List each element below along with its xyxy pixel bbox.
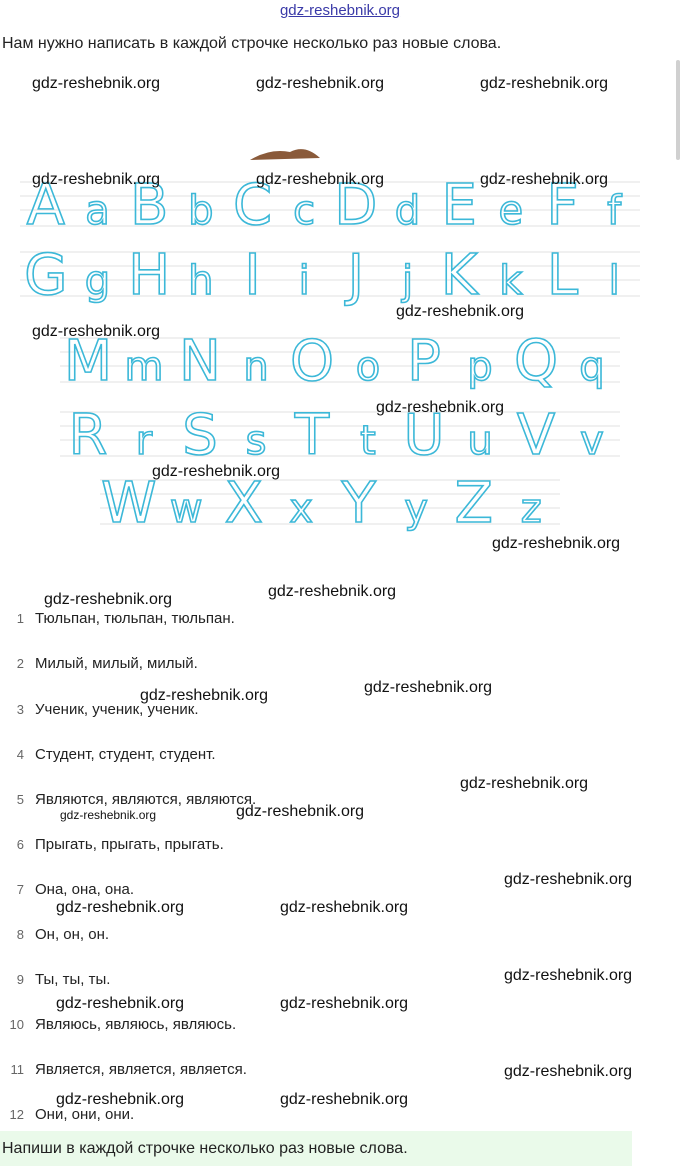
exercise-text: Они, они, они.: [35, 1105, 135, 1123]
watermark: gdz-reshebnik.org: [280, 1091, 409, 1108]
exercise-item: [0, 1057, 247, 1081]
watermark: gdz-reshebnik.org: [460, 775, 589, 792]
exercise-number: 1: [16, 610, 24, 626]
task-banner: Напиши в каждой строчке несколько раз новые слова.: [0, 1131, 632, 1166]
watermark: gdz-reshebnik.org: [32, 171, 161, 188]
exercise-number: 12: [9, 1106, 24, 1122]
watermark: gdz-reshebnik.org: [236, 803, 365, 820]
tracing-letter-Z: Z: [454, 471, 493, 536]
watermark: gdz-reshebnik.org: [376, 399, 505, 416]
intro-text: Нам нужно написать в каждой строчке несколько раз новые слова.: [2, 35, 502, 52]
exercise-number: 5: [16, 791, 24, 807]
tracing-letter-G: G: [24, 243, 68, 308]
tracing-letter-N: N: [179, 329, 221, 394]
exercise-item: [0, 922, 109, 946]
exercise-text: Прыгать, прыгать, прыгать.: [35, 835, 224, 853]
watermark: gdz-reshebnik.org: [280, 995, 409, 1012]
exercise-text: Являются, являются, являются.: [35, 790, 257, 808]
tracing-letter-E: E: [441, 173, 477, 238]
exercise-number: 2: [16, 655, 24, 671]
tracing-letter-H: H: [128, 243, 171, 308]
exercise-number: 8: [16, 926, 24, 942]
tracing-letter-s: s: [245, 418, 267, 464]
tracing-letter-L: L: [546, 243, 579, 308]
tracing-letter-S: S: [182, 403, 218, 468]
tracing-letter-l: l: [608, 258, 620, 304]
tracing-letter-o: o: [355, 344, 381, 390]
exercise-number: 9: [16, 971, 24, 987]
tracing-letter-u: u: [467, 418, 493, 464]
exercise-item: [0, 697, 199, 721]
tracing-letter-d: d: [394, 188, 421, 234]
tracing-letter-q: q: [579, 344, 605, 390]
tracing-letter-w: w: [169, 486, 203, 532]
tracing-letter-n: n: [243, 344, 269, 390]
exercise-text: Ученик, ученик, ученик.: [35, 700, 199, 718]
exercise-item: [0, 651, 198, 675]
tracing-letter-K: K: [440, 243, 478, 308]
tracing-letter-Y: Y: [341, 471, 376, 536]
tracing-letter-F: F: [546, 173, 579, 238]
tracing-letter-g: g: [84, 258, 111, 304]
tracing-letter-t: t: [360, 418, 376, 464]
exercise-item: [0, 967, 110, 991]
watermark: gdz-reshebnik.org: [396, 303, 525, 320]
tracing-letter-X: X: [224, 471, 263, 536]
watermark: gdz-reshebnik.org: [60, 808, 157, 822]
decor-shape: [250, 149, 320, 160]
exercise-item: [0, 832, 224, 856]
watermark: gdz-reshebnik.org: [480, 171, 609, 188]
exercise-text: Милый, милый, милый.: [35, 654, 198, 672]
exercise-text: Является, является, является.: [35, 1060, 247, 1078]
tracing-letter-x: x: [289, 486, 314, 532]
watermark: gdz-reshebnik.org: [504, 967, 633, 984]
exercise-number: 3: [16, 701, 24, 717]
tracing-letter-v: v: [580, 418, 604, 464]
watermark: gdz-reshebnik.org: [492, 535, 621, 552]
watermark: gdz-reshebnik.org: [364, 679, 493, 696]
tracing-letter-c: c: [293, 188, 316, 234]
tracing-letter-R: R: [68, 403, 108, 468]
exercise-number: 6: [16, 836, 24, 852]
watermark: gdz-reshebnik.org: [56, 899, 185, 916]
tracing-letter-J: J: [347, 243, 365, 308]
exercise-item: [0, 742, 216, 766]
tracing-letter-i: i: [298, 258, 310, 304]
tracing-letter-O: O: [289, 329, 335, 394]
tracing-letter-P: P: [407, 329, 441, 394]
exercise-text: Являюсь, являюсь, являюсь.: [35, 1015, 237, 1033]
site-link[interactable]: gdz-reshebnik.org: [279, 2, 401, 19]
watermark: gdz-reshebnik.org: [480, 75, 609, 92]
watermark: gdz-reshebnik.org: [504, 871, 633, 888]
tracing-letter-b: b: [188, 188, 214, 234]
tracing-letter-f: f: [607, 188, 622, 234]
tracing-letter-D: D: [334, 173, 378, 238]
tracing-letter-h: h: [188, 258, 214, 304]
watermark: gdz-reshebnik.org: [32, 323, 161, 340]
tracing-letter-y: y: [404, 486, 429, 532]
scrollbar[interactable]: [676, 60, 680, 160]
watermark: gdz-reshebnik.org: [32, 75, 161, 92]
tracing-letter-B: B: [129, 173, 169, 238]
watermark: gdz-reshebnik.org: [256, 75, 385, 92]
tracing-letter-C: C: [232, 173, 273, 238]
tracing-letter-k: k: [499, 258, 523, 304]
tracing-letter-I: I: [244, 243, 261, 308]
tracing-letter-j: j: [401, 258, 414, 304]
watermark: gdz-reshebnik.org: [504, 1063, 633, 1080]
watermark: gdz-reshebnik.org: [44, 591, 173, 608]
watermark: gdz-reshebnik.org: [152, 463, 281, 480]
watermark: gdz-reshebnik.org: [280, 899, 409, 916]
exercise-text: Ты, ты, ты.: [35, 970, 111, 988]
tracing-letter-e: e: [498, 188, 524, 234]
tracing-letter-a: a: [85, 188, 110, 234]
exercise-text: Она, она, она.: [35, 880, 135, 898]
tracing-letter-A: A: [26, 173, 65, 238]
watermark: gdz-reshebnik.org: [56, 1091, 185, 1108]
exercise-item: [0, 1102, 134, 1126]
watermark: gdz-reshebnik.org: [140, 687, 269, 704]
tracing-letter-r: r: [135, 418, 153, 464]
exercise-number: 11: [10, 1061, 24, 1077]
exercise-number: 7: [16, 881, 24, 897]
tracing-letter-U: U: [403, 403, 445, 468]
tracing-letter-T: T: [294, 403, 330, 468]
exercise-number: 4: [16, 746, 24, 762]
tracing-letter-M: M: [63, 329, 113, 394]
watermark: gdz-reshebnik.org: [268, 583, 397, 600]
exercise-item: [0, 877, 134, 901]
exercise-text: Он, он, он.: [35, 925, 110, 943]
tracing-letter-Q: Q: [513, 329, 559, 394]
exercise-text: Тюльпан, тюльпан, тюльпан.: [35, 609, 235, 627]
watermark: gdz-reshebnik.org: [56, 995, 185, 1012]
exercise-text: Студент, студент, студент.: [35, 745, 216, 763]
exercise-number: 10: [9, 1016, 24, 1032]
tracing-letter-p: p: [467, 344, 493, 390]
tracing-letter-V: V: [516, 403, 556, 468]
watermark: gdz-reshebnik.org: [256, 171, 385, 188]
tracing-letter-z: z: [520, 486, 542, 532]
tracing-letter-W: W: [101, 471, 157, 536]
exercise-item: [0, 606, 235, 630]
exercise-item: [0, 1012, 236, 1036]
tracing-letter-m: m: [124, 344, 164, 390]
exercise-item: [0, 787, 256, 811]
